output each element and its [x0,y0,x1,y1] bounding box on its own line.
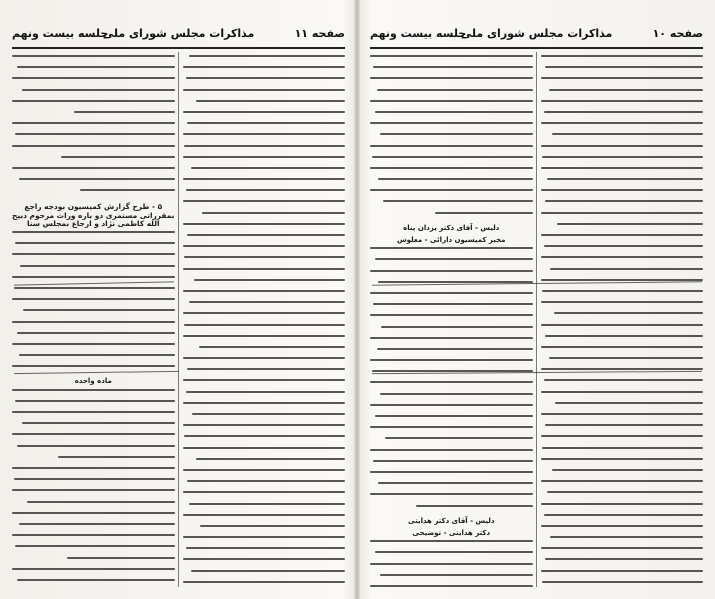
right-page-header [370,27,703,45]
right-heading-hedayati: دلیس - آقای دکتر هدایتی [408,516,495,525]
right-column-left [370,52,533,587]
left-page-number: صفحه ۱۱ [294,27,345,40]
right-column-right [541,52,704,587]
left-column-left [12,52,175,587]
right-page-session: جلسه بیست ونهم [370,27,467,40]
right-column-separator [536,52,537,587]
right-page [358,0,715,599]
right-heading-hedayati-explanation: دکتر هدایتی - توضیحی [412,528,491,537]
left-page [0,0,357,599]
right-page-number: صفحه ۱۰ [652,27,703,40]
right-page-title: مذاکرات مجلس شورای ملی [460,27,613,40]
left-column-right [183,52,346,587]
left-page-header [12,27,345,45]
right-heading-yazdanpanah: دلیس - آقای دکتر یزدان پناه [403,223,500,232]
left-heading-article: ماده واحده [74,377,112,386]
left-page-title: مذاکرات مجلس شورای ملی [102,27,255,40]
left-page-session: جلسه بیست ونهم [12,27,109,40]
left-heading-budget-report: ۵ - طرح گزارش کمیسیون بودجه راجع بمقرراتی مستمری دو باره وراث مرحوم دبیح الله کاظمی نژاد و ارجاع بمجلس سنا [12,202,175,228]
right-heading-finance-committee: مخبر کمیسیون دارائی - معلوس [396,236,506,245]
left-header-rule [12,47,345,49]
left-column-separator [178,52,179,587]
right-header-rule [370,47,703,49]
